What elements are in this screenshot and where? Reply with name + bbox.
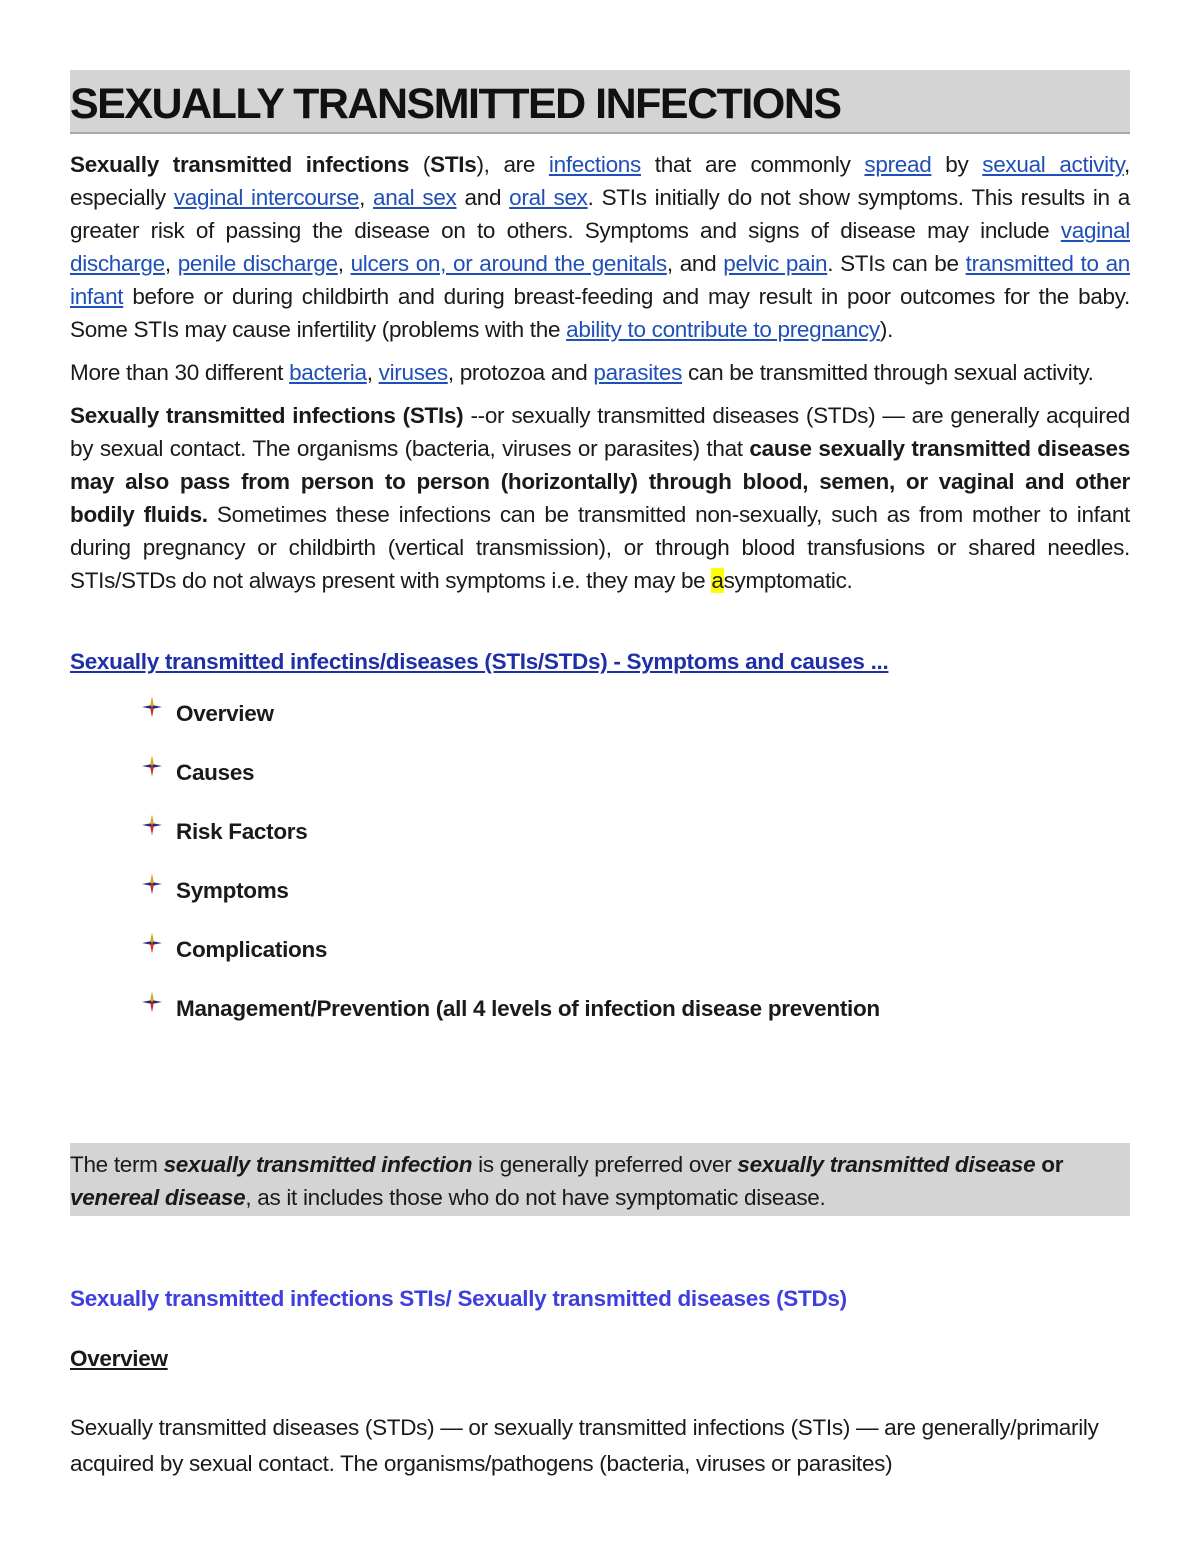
pathogens-paragraph [70,356,1130,389]
four-point-star-icon [142,992,176,1012]
topic-label: Overview [176,701,274,726]
link-viruses[interactable]: viruses [378,360,448,385]
link-pelvic-pain[interactable]: pelvic pain [723,251,828,276]
text-run: , and [666,251,724,276]
overview-paragraph: Sexually transmitted diseases (STDs) — or sexually transmitted infections (STIs) — are generally/primarily acquired by sexual contact. The organisms/pathogens (bacteria, viruses or parasites) [70,1415,1099,1476]
link-spread[interactable]: spread [864,152,932,177]
link-infections[interactable]: infections [548,152,641,177]
text-run: is generally preferred over [472,1152,738,1177]
text-run: ). [879,317,894,342]
list-item [142,878,1130,937]
text-run: . STIs can be [827,251,966,276]
text-run: that are commonly [640,152,865,177]
four-point-star-icon [142,815,176,835]
text-run: and [456,185,510,210]
transmission-paragraph [70,399,1130,597]
list-item [142,937,1130,996]
text-run: More than 30 different [70,360,290,385]
document-page [70,70,1130,1482]
text-run: , as it includes those who do not have symptomatic disease. [245,1185,826,1210]
bold-italic-term: sexually transmitted infection [163,1152,473,1177]
topic-label: Complications [176,937,328,962]
link-genital-ulcers[interactable]: ulcers on, or around the genitals [350,251,667,276]
section-heading: Sexually transmitted infections STIs/ Sexually transmitted diseases (STDs) [70,1286,847,1311]
text-run: before or during childbirth and during breast-feeding and may result in poor outcomes for the baby. Some STIs may cause infertility (problems with the [70,284,1130,342]
link-oral-sex[interactable]: oral sex [509,185,588,210]
link-anal-sex[interactable]: anal sex [373,185,457,210]
topic-label: Management/Prevention (all 4 levels of infection disease prevention [176,996,880,1021]
link-sexual-activity[interactable]: sexual activity [982,152,1125,177]
highlighted-letter: a [711,568,724,593]
topic-label: Risk Factors [176,819,308,844]
text-run: can be transmitted through sexual activity. [682,360,1094,385]
text-run: The term [70,1152,164,1177]
list-item [142,819,1130,878]
text-run: , especially [70,152,1130,210]
note-paragraph [70,1148,1130,1214]
text-run: Sometimes these infections can be transmitted non-sexually, such as from mother to infant during pregnancy or childbirth (vertical transmission), or through blood transfusions or shared needles. STIs/STDs do not always present with symptoms i.e. they may be [70,502,1130,593]
topic-label: Causes [176,760,255,785]
text-run: symptomatic. [723,568,853,593]
text-run: --or sexually transmitted diseases (STDs) — are generally acquired by sexual contact. The organisms (bacteria, viruses or parasites) that [70,403,1130,461]
link-ability-to-contribute-to-pregnancy[interactable]: ability to contribute to pregnancy [566,317,880,342]
link-bacteria[interactable]: bacteria [289,360,367,385]
link-vaginal-intercourse[interactable]: vaginal intercourse [173,185,360,210]
terminology-note [70,1143,1130,1216]
bold-term: Sexually transmitted infections (STIs) [70,403,464,428]
link-penile-discharge[interactable]: penile discharge [177,251,338,276]
text-run: ( [409,152,431,177]
link-parasites[interactable]: parasites [593,360,683,385]
text-run: , [164,251,178,276]
bold-italic-term: sexually transmitted disease [737,1152,1036,1177]
text-run: , [337,251,351,276]
text-run: ), are [476,152,549,177]
list-item [142,996,1130,1055]
four-point-star-icon [142,697,176,717]
four-point-star-icon [142,933,176,953]
overview-heading: Overview [70,1346,168,1371]
bold-statement: cause sexually transmitted diseases may also pass from person to person (horizontally) through blood, semen, or vaginal and other bodily fluids. [70,436,1130,527]
list-item [142,701,1130,760]
source-link[interactable]: Sexually transmitted infectins/diseases (STIs/STDs) - Symptoms and causes ... [70,649,889,674]
title-bar [70,70,1130,134]
text-run: by [931,152,983,177]
text-run: . STIs initially do not show symptoms. This results in a greater risk of passing the disease on to others. Symptoms and signs of disease may include [70,185,1130,243]
list-item [142,760,1130,819]
text-run: , [366,360,379,385]
link-vaginal-discharge[interactable]: vaginal discharge [70,218,1130,276]
four-point-star-icon [142,874,176,894]
document-title: SEXUALLY TRANSMITTED INFECTIONS [70,79,841,128]
link-transmitted-to-infant[interactable]: transmitted to an infant [70,251,1131,309]
text-run: , [359,185,374,210]
text-run: , protozoa and [447,360,594,385]
topic-label: Symptoms [176,878,289,903]
topics-list [142,701,1130,1055]
bold-text: or [1035,1152,1064,1177]
bold-italic-term: venereal disease [70,1185,246,1210]
intro-paragraph [70,148,1130,346]
bold-term: Sexually transmitted infections [70,152,410,177]
four-point-star-icon [142,756,176,776]
bold-term: STIs [430,152,477,177]
